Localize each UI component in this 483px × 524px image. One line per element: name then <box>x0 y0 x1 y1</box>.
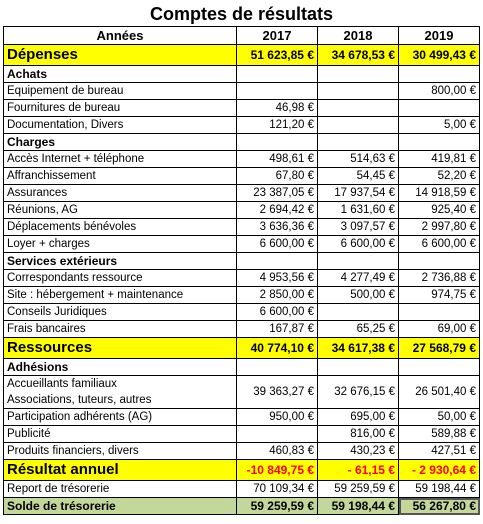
value-cell: 2 736,88 € <box>399 270 480 287</box>
line-item-row <box>4 83 480 100</box>
line-item-row <box>4 409 480 426</box>
section-heading-services <box>4 253 480 270</box>
value-cell <box>237 359 318 376</box>
value-cell <box>318 359 399 376</box>
value-cell: 695,00 € <box>318 409 399 426</box>
row-label: Accès Internet + téléphone <box>4 151 237 168</box>
line-item-row <box>4 100 480 117</box>
value-cell <box>318 83 399 100</box>
value-cell: 5,00 € <box>399 117 480 134</box>
year-header: 2017 <box>237 27 318 45</box>
line-item-row <box>4 443 480 460</box>
line-item-row <box>4 117 480 134</box>
value-cell <box>237 426 318 443</box>
line-item-row <box>4 376 480 393</box>
value-cell: 6 600,00 € <box>237 304 318 321</box>
depenses-total-row <box>4 45 480 66</box>
value-cell: 65,25 € <box>318 321 399 338</box>
line-item-row <box>4 426 480 443</box>
line-item-row <box>4 270 480 287</box>
value-cell: 32 676,15 € <box>318 376 399 409</box>
value-cell <box>318 100 399 117</box>
value-cell: 950,00 € <box>237 409 318 426</box>
value-cell: 40 774,10 € <box>237 338 318 359</box>
section-heading-achats <box>4 66 480 83</box>
row-label: Assurances <box>4 185 237 202</box>
value-cell: 419,81 € <box>399 151 480 168</box>
row-label: Associations, tuteurs, autres <box>4 392 237 409</box>
value-cell: 925,40 € <box>399 202 480 219</box>
value-cell <box>318 66 399 83</box>
header-label: Années <box>4 27 237 45</box>
value-cell: 500,00 € <box>318 287 399 304</box>
value-cell: 17 937,54 € <box>318 185 399 202</box>
row-label: Ressources <box>4 338 237 359</box>
row-label: Produits financiers, divers <box>4 443 237 460</box>
value-cell: - 2 930,64 € <box>399 460 480 481</box>
row-label: Services extérieurs <box>4 253 237 270</box>
value-cell: 4 277,49 € <box>318 270 399 287</box>
value-cell: 34 617,38 € <box>318 338 399 359</box>
value-cell: 51 623,85 € <box>237 45 318 66</box>
page-title: Comptes de résultats <box>149 4 334 24</box>
value-cell: 3 636,36 € <box>237 219 318 236</box>
value-cell <box>318 134 399 151</box>
value-cell: 974,75 € <box>399 287 480 304</box>
value-cell <box>318 304 399 321</box>
value-cell: 59 198,44 € <box>399 481 480 498</box>
value-cell: 59 259,59 € <box>318 481 399 498</box>
row-label: Solde de trésorerie <box>4 498 237 515</box>
resultat-annuel-row <box>4 460 480 481</box>
value-cell: 46,98 € <box>237 100 318 117</box>
value-cell: 4 953,56 € <box>237 270 318 287</box>
value-cell: 121,20 € <box>237 117 318 134</box>
line-item-row <box>4 236 480 253</box>
row-label: Adhésions <box>4 359 237 376</box>
year-header: 2018 <box>318 27 399 45</box>
value-cell <box>399 253 480 270</box>
row-label: Correspondants ressource <box>4 270 237 287</box>
value-cell: 430,23 € <box>318 443 399 460</box>
value-cell <box>237 83 318 100</box>
value-cell <box>318 117 399 134</box>
value-cell <box>399 100 480 117</box>
row-label: Loyer + charges <box>4 236 237 253</box>
row-label: Report de trésorerie <box>4 481 237 498</box>
year-header: 2019 <box>399 27 480 45</box>
value-cell: 52,20 € <box>399 168 480 185</box>
value-cell: 800,00 € <box>399 83 480 100</box>
value-cell: 59 198,44 € <box>318 498 399 515</box>
line-item-row <box>4 202 480 219</box>
value-cell: 427,51 € <box>399 443 480 460</box>
value-cell: 6 600,00 € <box>237 236 318 253</box>
report-tresorerie-row <box>4 481 480 498</box>
value-cell <box>399 134 480 151</box>
value-cell: 26 501,40 € <box>399 376 480 409</box>
header-row <box>4 27 480 45</box>
value-cell: 3 097,57 € <box>318 219 399 236</box>
row-label: Equipement de bureau <box>4 83 237 100</box>
row-label: Conseils Juridiques <box>4 304 237 321</box>
value-cell: 39 363,27 € <box>237 376 318 409</box>
line-item-row <box>4 151 480 168</box>
section-heading-adhesions <box>4 359 480 376</box>
row-label: Publicité <box>4 426 237 443</box>
value-cell: 6 600,00 € <box>318 236 399 253</box>
value-cell: 816,00 € <box>318 426 399 443</box>
value-cell: 27 568,79 € <box>399 338 480 359</box>
value-cell: - 61,15 € <box>318 460 399 481</box>
value-cell: 23 387,05 € <box>237 185 318 202</box>
line-item-row <box>4 168 480 185</box>
value-cell: 30 499,43 € <box>399 45 480 66</box>
value-cell <box>318 253 399 270</box>
line-item-row <box>4 185 480 202</box>
value-cell: 67,80 € <box>237 168 318 185</box>
row-label: Dépenses <box>4 45 237 66</box>
value-cell: 50,00 € <box>399 409 480 426</box>
row-label: Réunions, AG <box>4 202 237 219</box>
value-cell <box>399 304 480 321</box>
value-cell: 56 267,80 € <box>399 498 480 515</box>
row-label: Participation adhérents (AG) <box>4 409 237 426</box>
value-cell: 589,88 € <box>399 426 480 443</box>
line-item-row <box>4 321 480 338</box>
value-cell: 54,45 € <box>318 168 399 185</box>
value-cell: -10 849,75 € <box>237 460 318 481</box>
row-label: Accueillants familiaux <box>4 376 237 393</box>
row-label: Achats <box>4 66 237 83</box>
row-label: Fournitures de bureau <box>4 100 237 117</box>
value-cell <box>237 253 318 270</box>
results-table <box>3 26 480 515</box>
value-cell: 34 678,53 € <box>318 45 399 66</box>
section-heading-charges <box>4 134 480 151</box>
value-cell: 498,61 € <box>237 151 318 168</box>
row-label: Frais bancaires <box>4 321 237 338</box>
value-cell <box>399 66 480 83</box>
row-label: Charges <box>4 134 237 151</box>
value-cell: 59 259,59 € <box>237 498 318 515</box>
row-label: Documentation, Divers <box>4 117 237 134</box>
value-cell: 6 600,00 € <box>399 236 480 253</box>
value-cell: 14 918,59 € <box>399 185 480 202</box>
value-cell: 69,00 € <box>399 321 480 338</box>
value-cell: 460,83 € <box>237 443 318 460</box>
line-item-row <box>4 287 480 304</box>
value-cell: 2 997,80 € <box>399 219 480 236</box>
value-cell: 1 631,60 € <box>318 202 399 219</box>
table-body <box>4 27 480 515</box>
solde-tresorerie-row <box>4 498 480 515</box>
value-cell: 70 109,34 € <box>237 481 318 498</box>
value-cell <box>237 134 318 151</box>
value-cell <box>399 359 480 376</box>
line-item-row <box>4 304 480 321</box>
row-label: Déplacements bénévoles <box>4 219 237 236</box>
row-label: Affranchissement <box>4 168 237 185</box>
line-item-row <box>4 219 480 236</box>
value-cell: 2 694,42 € <box>237 202 318 219</box>
value-cell <box>237 66 318 83</box>
value-cell: 514,63 € <box>318 151 399 168</box>
value-cell: 2 850,00 € <box>237 287 318 304</box>
row-label: Résultat annuel <box>4 460 237 481</box>
ressources-total-row <box>4 338 480 359</box>
row-label: Site : hébergement + maintenance <box>4 287 237 304</box>
value-cell: 167,87 € <box>237 321 318 338</box>
